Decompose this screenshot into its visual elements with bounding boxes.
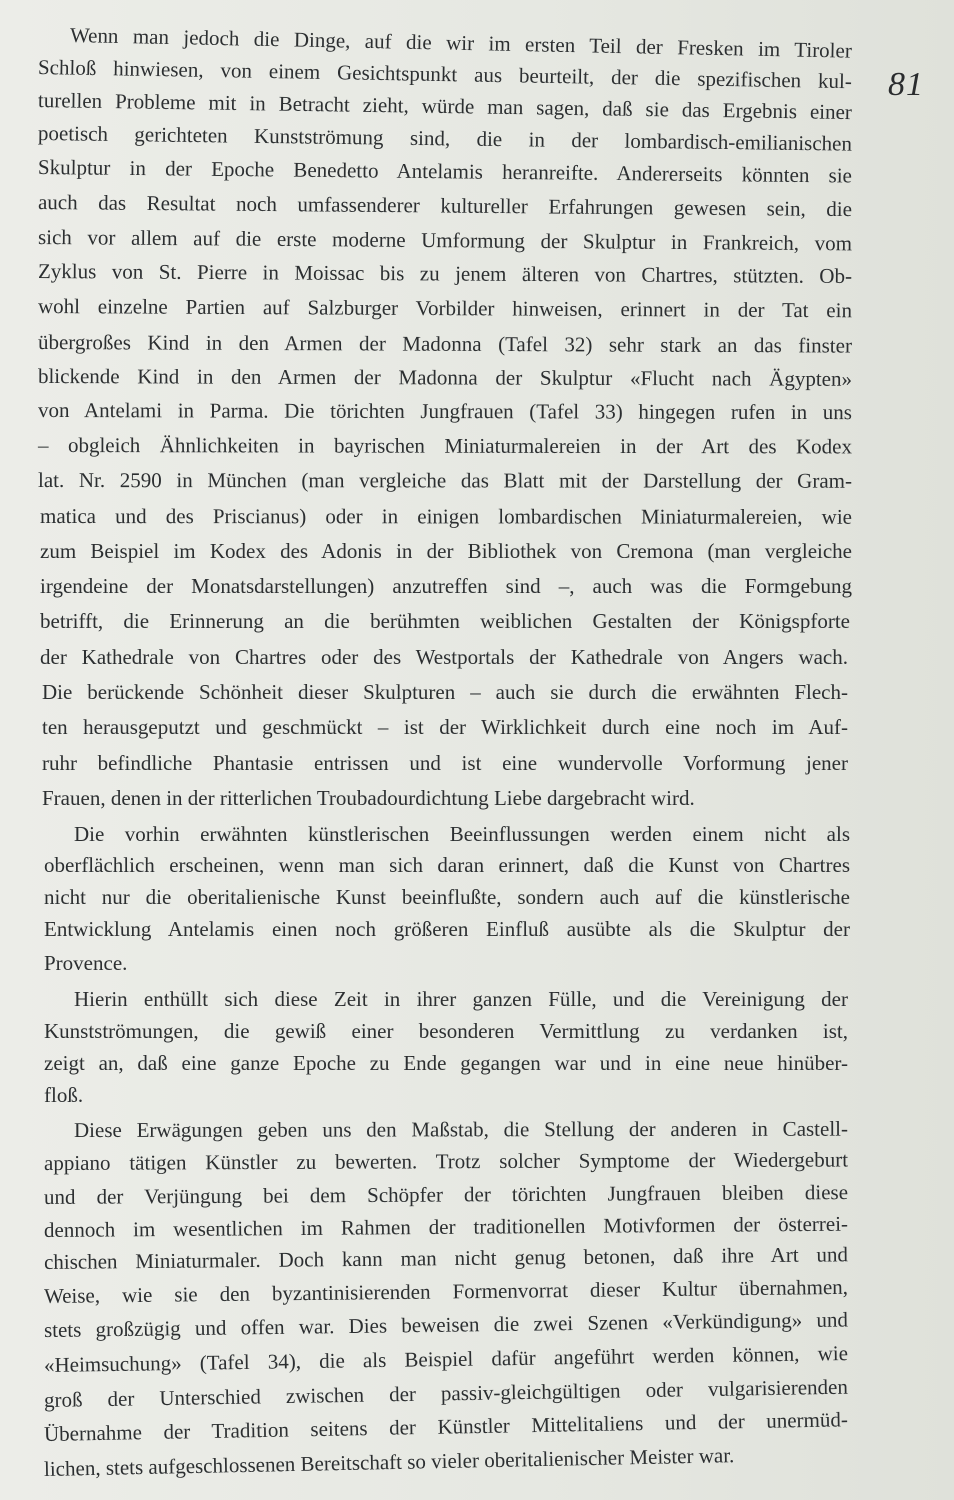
text-line: übergroßes Kind in den Armen der Madonna (Tafel 32) sehr stark an das finster — [37, 330, 853, 358]
text-line: dennoch im wesentlichen im Rahmen der traditionellen Motivformen der österrei- — [43, 1211, 849, 1242]
text-line: Provence. — [44, 951, 128, 975]
text-line: poetisch gerichteten Kunstströmung sind, die in der lombardisch-emilianischen — [37, 121, 853, 156]
text-line: «Heimsuchung» (Tafel 34), die als Beispiel dafür angeführt werden können, wie — [43, 1341, 849, 1377]
text-line: ruhr befindliche Phantasie entrissen und ist eine wundervolle Vorformung jener — [42, 751, 848, 775]
text-line: lichen, stets aufgeschlossenen Bereitschaft so vieler oberitalienischer Meister war. — [43, 1443, 735, 1481]
text-line: der Kathedrale von Chartres oder des Westportals der Kathedrale von Angers wach. — [40, 645, 848, 669]
text-line: sich vor allem auf die erste moderne Umformung der Skulptur in Frankreich, vom — [37, 225, 853, 256]
text-line: Skulptur in der Epoche Benedetto Antelamis heranreifte. Andererseits könnten sie — [37, 155, 853, 188]
text-line: chischen Miniaturmaler. Doch kann man nicht genug betonen, daß ihre Art und — [43, 1242, 849, 1274]
text-line: Frauen, denen in der ritterlichen Troubadourdichtung Liebe dargebracht wird. — [42, 786, 695, 810]
text-line: nicht nur die oberitalienische Kunst beeinflußte, sondern auch auf die künstlerische — [44, 885, 850, 909]
text-line: Weise, wie sie den byzantinisierenden Formenvorrat dieser Kultur übernahmen, — [43, 1274, 849, 1308]
text-line: Schloß hinwiesen, von einem Gesichtspunkt aus beurteilt, der die spezifischen kul- — [37, 55, 853, 94]
text-line: auch das Resultat noch umfassenderer kultureller Erfahrungen gewesen sein, die — [37, 190, 853, 222]
text-line: Wenn man jedoch die Dinge, auf die wir im ersten Teil der Fresken im Tiroler — [69, 23, 853, 63]
text-line: lat. Nr. 2590 in München (man vergleiche das Blatt mit der Darstellung der Gram- — [37, 468, 853, 493]
text-line: oberflächlich erscheinen, wenn man sich daran erinnert, daß die Kunst von Chartres — [44, 853, 850, 877]
text-line: turellen Probleme mit in Betracht zieht, würde man sagen, daß sie das Ergebnis einer — [37, 88, 853, 125]
page-number: 81 — [888, 66, 924, 103]
text-line: Entwicklung Antelamis einen noch größeren Einfluß ausübte als die Skulptur der — [44, 917, 850, 941]
text-line: blickende Kind in den Armen der Madonna der Skulptur «Flucht nach Ägypten» — [37, 364, 853, 391]
text-line: Zyklus von St. Pierre in Moissac bis zu jenem älteren von Chartres, stützten. Ob- — [37, 259, 853, 288]
text-line: von Antelami in Parma. Die törichten Jungfrauen (Tafel 33) hingegen rufen in uns — [37, 398, 853, 425]
text-line: – obgleich Ähnlichkeiten in bayrischen Miniaturmalereien in der Art des Kodex — [37, 433, 853, 459]
text-line: und der Verjüngung bei dem Schöpfer der törichten Jungfrauen bleiben diese — [43, 1180, 849, 1209]
text-line: floß. — [44, 1083, 84, 1107]
text-line: groß der Unterschied zwischen der passiv-gleichgültigen oder vulgarisierenden — [43, 1374, 849, 1412]
text-line: appiano tätigen Künstler zu bewerten. Trotz solcher Symptome der Wiedergeburt — [43, 1147, 849, 1175]
text-line: stets großzügig und offen war. Dies beweisen die zwei Szenen «Verkündigung» und — [43, 1307, 849, 1342]
text-line: Die berückende Schönheit dieser Skulpturen – auch sie durch die erwähnten Flech- — [42, 680, 848, 704]
text-line: Kunstströmungen, die gewiß einer besonderen Vermittlung zu verdanken ist, — [44, 1019, 848, 1043]
text-line: betrifft, die Erinnerung an die berühmten weiblichen Gestalten der Königspforte — [40, 609, 850, 633]
text-line: zeigt an, daß eine ganze Epoche zu Ende gegangen war und in eine neue hinüber- — [44, 1051, 848, 1075]
text-line: Diese Erwägungen geben uns den Maßstab, die Stellung der anderen in Castell- — [73, 1116, 849, 1142]
text-line: ten herausgeputzt und geschmückt – ist der Wirklichkeit durch eine noch im Auf- — [42, 715, 848, 739]
text-line: irgendeine der Monatsdarstellungen) anzutreffen sind –, auch was die Formgebung — [40, 574, 852, 598]
text-line: matica und des Priscianus) oder in einigen lombardischen Miniaturmalereien, wie — [39, 504, 853, 529]
text-line: zum Beispiel im Kodex des Adonis in der Bibliothek von Cremona (man vergleiche — [40, 539, 852, 563]
text-line: Übernahme der Tradition seitens der Künstler Mittelitaliens und der unermüd- — [43, 1407, 849, 1446]
text-line: wohl einzelne Partien auf Salzburger Vorbilder hinweisen, erinnert in der Tat ein — [37, 294, 853, 323]
text-line: Die vorhin erwähnten künstlerischen Beeinflussungen werden einem nicht als — [74, 822, 850, 846]
text-line: Hierin enthüllt sich diese Zeit in ihrer ganzen Fülle, und die Vereinigung der — [74, 987, 848, 1011]
